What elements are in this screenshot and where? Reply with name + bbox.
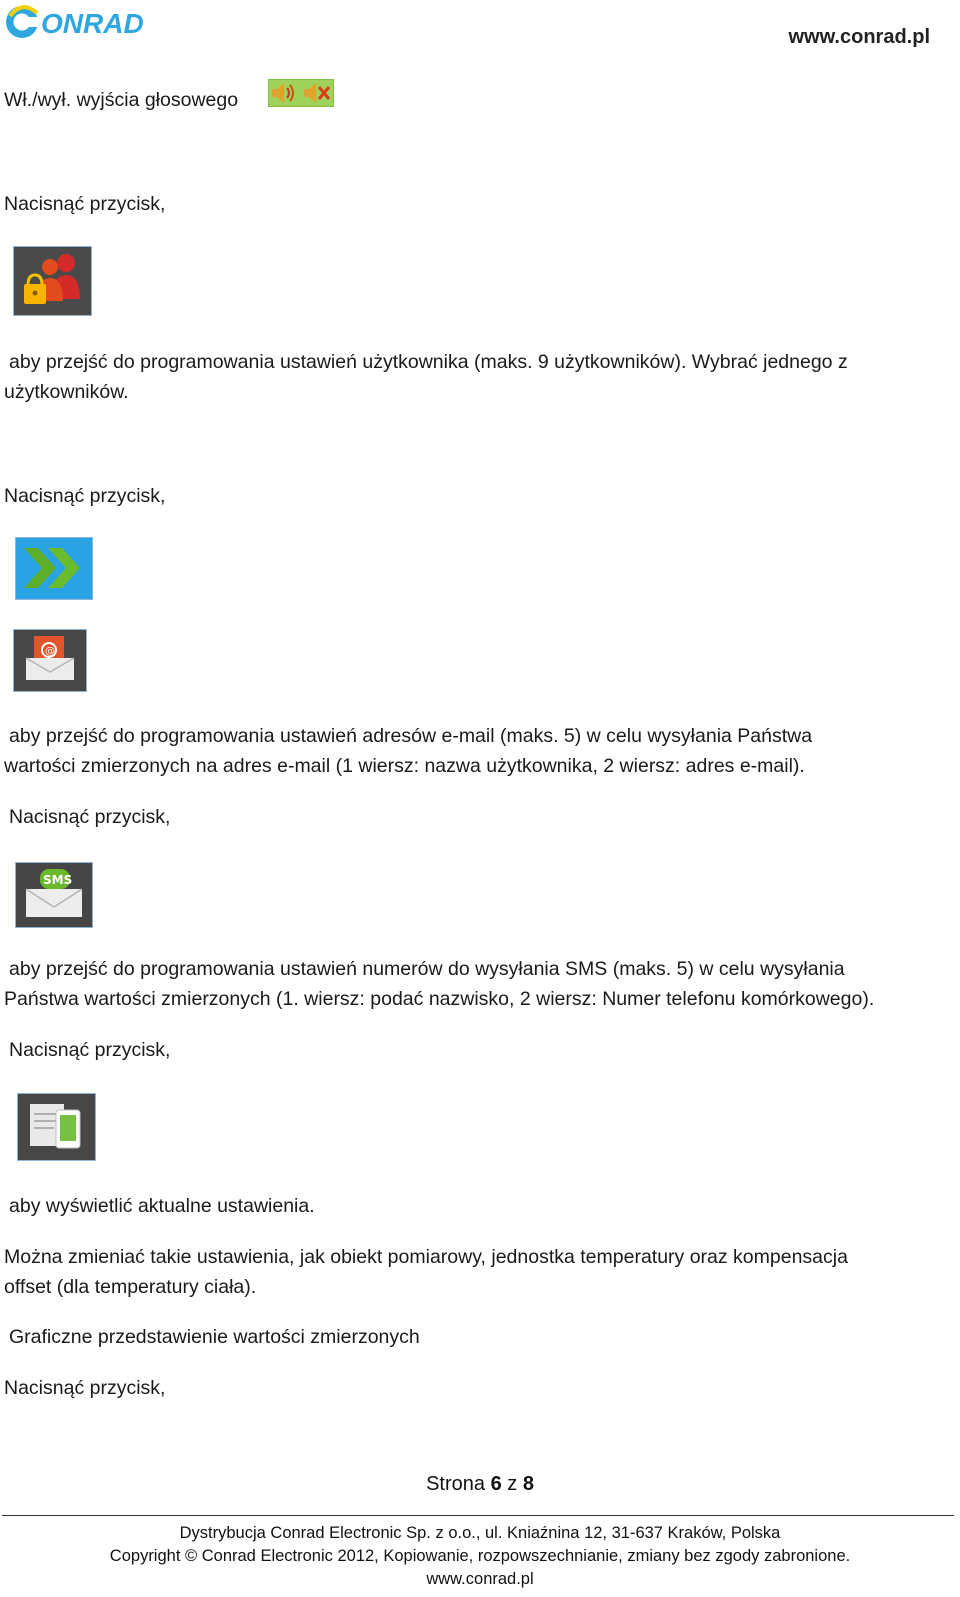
email-description-line1: aby przejść do programowania ustawień adresów e-mail (maks. 5) w celu wysyłania Państwa [9,725,813,747]
conrad-logo [4,2,160,42]
sms-description-line1: aby przejść do programowania ustawień numerów do wysyłania SMS (maks. 5) w celu wysyłania [9,958,845,980]
page-total: 8 [522,1473,534,1495]
double-chevron-right-icon[interactable] [15,537,93,600]
page-label: Strona [426,1473,485,1495]
page-separator: z [507,1473,518,1495]
change-settings-line1: Można zmieniać takie ustawienia, jak obiekt pomiarowy, jednostka temperatury oraz kompensacja [4,1246,848,1268]
view-settings-text: aby wyświetlić aktualne ustawienia. [9,1195,315,1217]
svg-text:@: @ [45,646,55,657]
speaker-toggle-icon [268,79,334,107]
footer-distribution: Dystrybucja Conrad Electronic Sp. z o.o., ul. Kniaźnina 12, 31-637 Kraków, Polska [179,1524,781,1542]
footer-divider [2,1515,954,1516]
footer-site: www.conrad.pl [426,1570,534,1588]
press-button-text: Nacisnąć przycisk, [4,485,166,507]
email-envelope-icon[interactable] [13,629,87,692]
email-description-line2: wartości zmierzonych na adres e-mail (1 wiersz: nazwa użytkownika, 2 wiersz: adres e-mail). [4,755,805,777]
sms-envelope-icon[interactable] [15,862,93,928]
change-settings-line2: offset (dla temperatury ciała). [4,1276,257,1298]
users-description-line1: aby przejść do programowania ustawień użytkownika (maks. 9 użytkowników). Wybrać jednego z [9,351,848,373]
users-lock-icon[interactable] [13,246,92,316]
page-number [0,1470,960,1498]
page-current: 6 [490,1473,502,1495]
svg-text:ONRAD: ONRAD [41,8,144,39]
users-description-line2: użytkowników. [4,381,129,403]
press-button-text: Nacisnąć przycisk, [4,193,166,215]
sms-description-line2: Państwa wartości zmierzonych (1. wiersz: podać nazwisko, 2 wiersz: Numer telefonu komórkowego). [4,988,875,1010]
settings-display-icon[interactable] [17,1093,96,1161]
footer-copyright: Copyright © Conrad Electronic 2012, Kopiowanie, rozpowszechnianie, zmiany bez zgody zabronione. [109,1547,851,1565]
press-button-text: Nacisnąć przycisk, [9,806,171,828]
graphic-heading: Graficzne przedstawienie wartości zmierzonych [9,1326,420,1348]
site-url: www.conrad.pl [788,26,930,48]
svg-text:SMS: SMS [43,873,73,887]
press-button-text: Nacisnąć przycisk, [9,1039,171,1061]
press-button-text: Nacisnąć przycisk, [4,1377,166,1399]
voice-toggle-text: Wł./wył. wyjścia głosowego [4,89,239,111]
